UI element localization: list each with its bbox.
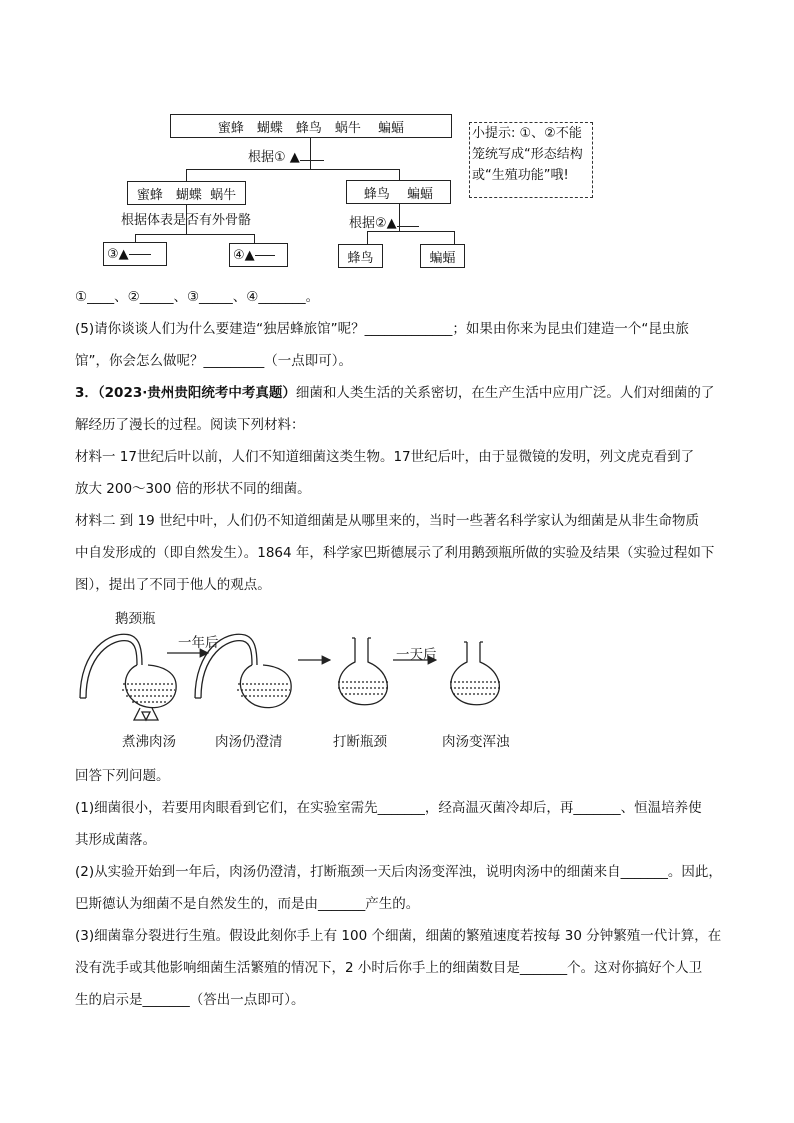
- arrow-label-one-year: 一年后: [178, 635, 219, 651]
- caption-break-neck: 打断瓶颈: [333, 734, 387, 750]
- hint-box: 小提示: ①、②不能 笼统写成“形态结构 或“生殖功能”哦!: [469, 122, 593, 198]
- questions-intro: 回答下列问题。: [75, 768, 170, 784]
- answer-blanks-line: ①____、②_____、③_____、④_______。: [75, 289, 320, 305]
- flask-1-boiling: [80, 634, 176, 720]
- tree-root-text: 蜜蜂 蝴蝶 蜂鸟 蜗牛 蝙蝠: [217, 120, 405, 136]
- tree-leaf-hummingbird-box: 蜂鸟: [338, 244, 383, 268]
- tree-left-box: 蜜蜂 蝴蝶 蜗牛: [127, 181, 246, 205]
- material-1-line2: 放大 200～300 倍的形状不同的细菌。: [75, 481, 311, 497]
- tree-by2-label: 根据②▲: [349, 212, 419, 231]
- flask-3-broken: [338, 638, 388, 705]
- question-3: 3．（2023·贵州贵阳统考中考真题）细菌和人类生活的关系密切，在生产生活中应用广泛。人们对细菌的了 解经历了漫长的过程。阅读下列材料： 材料一 17世纪后叶以前，人们不知道细菌这类生物。17世纪后叶，由于显微镜的发明，列文虎克看到了 放大 200～300 倍的形状不同的细菌。 材料二 到 19 世纪中叶，人们仍不知道细菌是从哪里来的，当时一些著名科学家认为细菌是从非生命物质 中自发形成的（即自然发生）。1864 年，科学家巴斯德展示了利用鹅颈瓶所做的实验及结果（实验过程如下 图），提出了不同于他人的观点。: [75, 377, 725, 601]
- flask-label: 鹅颈瓶: [115, 611, 156, 627]
- sub-question-3: (3)细菌靠分裂进行生殖。假设此刻你手上有 100 个细菌，细菌的繁殖速度若按每 30 分钟繁殖一代计算，在: [75, 928, 722, 944]
- blank-triangle-icon: ▲: [244, 247, 255, 263]
- tree-leaf-4-box: ④ ▲: [229, 243, 288, 267]
- material-2-line3: 图），提出了不同于他人的观点。: [75, 577, 271, 593]
- sub-question-2: (2)从实验开始到一年后，肉汤仍澄清，打断瓶颈一天后肉汤变浑浊，说明肉汤中的细菌来自_______。因此，: [75, 864, 722, 880]
- blank-triangle-icon: ▲: [118, 246, 129, 262]
- tree-root-box: [170, 114, 452, 138]
- tree-leaf-3-box: ③ ▲: [103, 242, 167, 266]
- flask-4-turbid: [450, 642, 500, 705]
- caption-boiling: 煮沸肉汤: [122, 734, 176, 750]
- tree-right-box: 蜂鸟 蝙蝠: [346, 180, 451, 204]
- material-2-line1: 材料二 到 19 世纪中叶，人们仍不知道细菌是从哪里来的，当时一些著名科学家认为细菌是从非生命物质: [75, 513, 700, 529]
- arrow-label-one-day: 一天后: [396, 647, 437, 663]
- tree-skeleton-label: 根据体表是否有外骨骼: [121, 213, 252, 228]
- question-5: (5)请你谈谈人们为什么要建造“独居蜂旅馆”呢？_____________；如果由你来为昆虫们建造一个“昆虫旅 馆”，你会怎么做呢？_________（一点即可）。: [75, 321, 689, 369]
- blank-triangle-icon: ▲: [289, 150, 300, 165]
- questions-block: 回答下列问题。 (1)细菌很小，若要用肉眼看到它们，在实验室需先_______，经高温灭菌冷却后，再_______、恒温培养使 其形成菌落。 (2)从实验开始到一年后，肉汤仍澄清，打断瓶颈一天后肉汤变浑浊，说明肉汤中的细菌来自_______。因此， 巴斯德认为细菌不是自然发生的，而是由_______产生的。 (3)细菌靠分裂进行生殖。假设此刻你手上有 100 个细菌，细菌的繁殖速度若按每 30 分钟繁殖一代计算，在 没有洗手或其他影响细菌生活繁殖的情况下，2 小时后你手上的细菌数目是_______个。这对你搞好个人卫 生的启示是_______（答出一点即可）。: [75, 760, 725, 1016]
- sub-question-1: (1)细菌很小，若要用肉眼看到它们，在实验室需先_______，经高温灭菌冷却后，再_______、恒温培养使: [75, 800, 702, 816]
- caption-turbid: 肉汤变浑浊: [442, 734, 510, 750]
- tree-by1-label: 根据① ▲: [248, 146, 324, 165]
- material-1-line1: 材料一 17世纪后叶以前，人们不知道细菌这类生物。17世纪后叶，由于显微镜的发明，列文虎克看到了: [75, 449, 695, 465]
- flask-2-clear: [195, 634, 291, 707]
- material-2-line2: 中自发形成的（即自然发生）。1864 年，科学家巴斯德展示了利用鹅颈瓶所做的实验及结果（实验过程如下: [75, 545, 715, 561]
- tree-leaf-bat-box: 蝙蝠: [420, 244, 465, 268]
- caption-clear: 肉汤仍澄清: [215, 734, 283, 750]
- flask-diagram: [0, 610, 794, 730]
- blank-triangle-icon: ▲: [386, 216, 397, 231]
